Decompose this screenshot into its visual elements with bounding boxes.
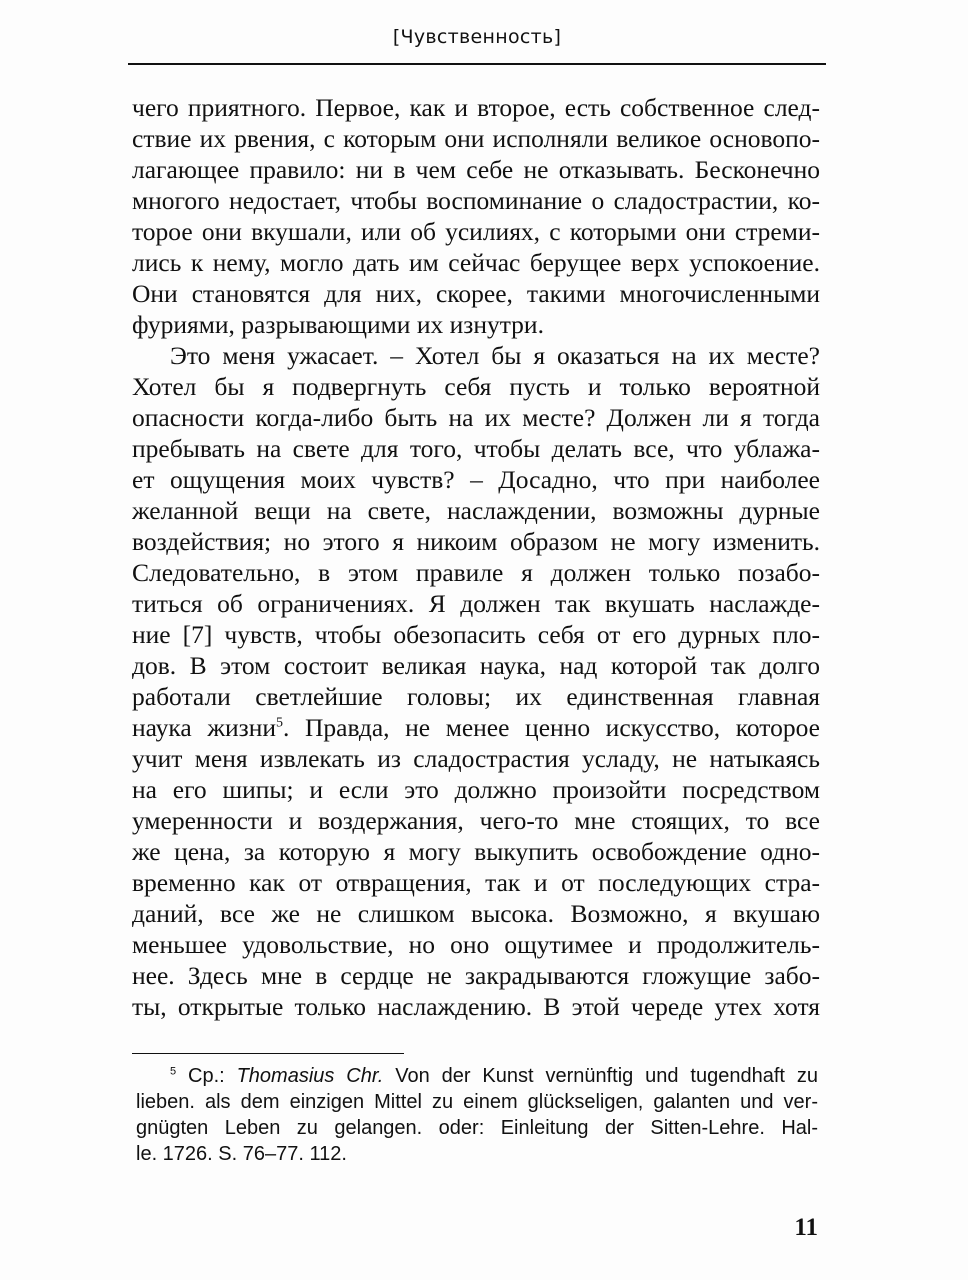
text-line: чего приятного. Первое, как и второе, есть собственное след- xyxy=(132,93,820,122)
page-number: 11 xyxy=(794,1214,818,1241)
footnote-line: gnügten Leben zu gelangen. oder: Einleitung der Sitten-Lehre. Hal- xyxy=(136,1117,818,1139)
main-text xyxy=(132,92,820,1022)
text-line: даний, все же не слишком высока. Возможно, я вкушаю xyxy=(132,899,820,928)
text-line: ты, открытые только наслаждению. В этой череде утех хотя xyxy=(132,992,820,1021)
footnote-author: Thomasius Chr. xyxy=(236,1065,384,1087)
text-line: титься об ограничениях. Я должен так вкушать наслажде- xyxy=(132,589,820,618)
text-line: дов. В этом состоит великая наука, над которой так долго xyxy=(132,651,820,680)
footnote-line: lieben. als dem einzigen Mittel zu einem glückseligen, galanten und ver- xyxy=(136,1091,818,1113)
text-line: же цена, за которую я могу выкупить освобождение одно- xyxy=(132,837,820,866)
text-line: лагающее правило: ни в чем себе не отказывать. Бесконечно xyxy=(132,155,820,184)
text-line: ствие их рвения, с которым они исполняли великое основопо- xyxy=(132,124,820,153)
text-line: Следовательно, в этом правиле я должен только позабо- xyxy=(132,558,820,587)
text-line: многого недостает, чтобы воспоминание о сладострастии, ко- xyxy=(132,186,820,215)
text-line: фуриями, разрывающими их изнутри. xyxy=(132,310,544,339)
text-line: нее. Здесь мне в сердце не закрадываются гложущие забо- xyxy=(132,961,820,990)
paragraph xyxy=(132,92,820,340)
text-segment: Von der Kunst vernünftig und tugendhaft zu xyxy=(383,1065,818,1087)
text-segment: наука жизни xyxy=(132,713,276,742)
text-line: торое они вкушали, или об усилиях, с которыми они стреми- xyxy=(132,217,820,246)
footnote-5 xyxy=(136,1063,818,1167)
footnote-separator xyxy=(132,1053,404,1054)
text-line: ние [7] чувств, чтобы обезопасить себя от его дурных пло- xyxy=(132,620,820,649)
text-line: временно как от отвращения, так и от последующих стра- xyxy=(132,868,820,897)
text-line: лись к нему, могло дать им сейчас берущее верх успокоение. xyxy=(132,248,820,277)
text-line: Они становятся для них, скорее, такими многочисленными xyxy=(132,279,820,308)
text-line: воздействия; но этого я никоим образом не могу изменить. xyxy=(132,527,820,556)
text-line: учит меня извлекать из сладострастия усладу, не натыкаясь xyxy=(132,744,820,773)
footnote-line xyxy=(136,1063,818,1089)
running-head: [Чувственность] xyxy=(392,26,562,48)
text-line: на его шипы; и если это должно произойти посредством xyxy=(132,775,820,804)
footnote-ref-5[interactable]: 5 xyxy=(275,715,283,731)
text-line-with-footnote-ref xyxy=(132,712,820,743)
paragraph xyxy=(132,340,820,1022)
footnote-number: 5 xyxy=(170,1065,177,1078)
text-line: ет ощущения моих чувств? – Досадно, что при наиболее xyxy=(132,465,820,494)
text-segment: . Правда, не менее ценно искусство, которое xyxy=(282,713,820,742)
text-line: Хотел бы я подвергнуть себя пусть и только вероятной xyxy=(132,372,820,401)
header-rule xyxy=(128,63,826,65)
text-line: желанной вещи на свете, наслаждении, возможны дурные xyxy=(132,496,820,525)
text-line: умеренности и воздержания, чего-то мне стоящих, то все xyxy=(132,806,820,835)
text-line: меньшее удовольствие, но оно ощутимее и продолжитель- xyxy=(132,930,820,959)
text-line: Это меня ужасает. – Хотел бы я оказаться на их месте? xyxy=(170,341,820,370)
text-line: пребывать на свете для того, чтобы делать все, что ублажа- xyxy=(132,434,820,463)
footnote-line: le. 1726. S. 76–77. 112. xyxy=(136,1143,347,1165)
text-line: работали светлейшие головы; их единственная главная xyxy=(132,682,820,711)
text-line: опасности когда-либо быть на их месте? Должен ли я тогда xyxy=(132,403,820,432)
text-segment: Ср.: xyxy=(176,1065,237,1087)
